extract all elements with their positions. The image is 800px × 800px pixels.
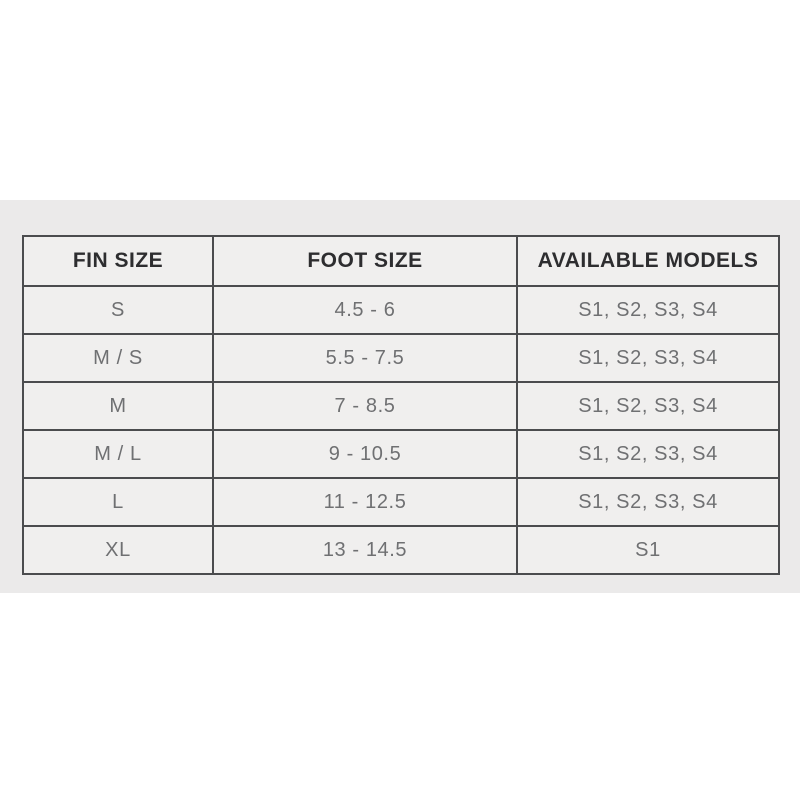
cell-available-models: S1 — [517, 526, 779, 574]
table-row — [23, 526, 779, 574]
size-chart-table — [22, 235, 780, 575]
cell-foot-size: 4.5 - 6 — [213, 286, 517, 334]
table-row — [23, 286, 779, 334]
cell-available-models: S1, S2, S3, S4 — [517, 334, 779, 382]
header-row — [23, 236, 779, 286]
cell-foot-size: 13 - 14.5 — [213, 526, 517, 574]
cell-fin-size: L — [23, 478, 213, 526]
cell-fin-size: S — [23, 286, 213, 334]
cell-fin-size: XL — [23, 526, 213, 574]
column-header-fin-size: FIN SIZE — [23, 236, 213, 286]
table-row — [23, 334, 779, 382]
cell-available-models: S1, S2, S3, S4 — [517, 382, 779, 430]
cell-fin-size: M — [23, 382, 213, 430]
cell-foot-size: 9 - 10.5 — [213, 430, 517, 478]
column-header-foot-size: FOOT SIZE — [213, 236, 517, 286]
table-row — [23, 430, 779, 478]
cell-fin-size: M / S — [23, 334, 213, 382]
cell-available-models: S1, S2, S3, S4 — [517, 478, 779, 526]
cell-foot-size: 11 - 12.5 — [213, 478, 517, 526]
table-row — [23, 478, 779, 526]
cell-foot-size: 5.5 - 7.5 — [213, 334, 517, 382]
cell-fin-size: M / L — [23, 430, 213, 478]
cell-available-models: S1, S2, S3, S4 — [517, 430, 779, 478]
column-header-available-models: AVAILABLE MODELS — [517, 236, 779, 286]
cell-available-models: S1, S2, S3, S4 — [517, 286, 779, 334]
cell-foot-size: 7 - 8.5 — [213, 382, 517, 430]
table-row — [23, 382, 779, 430]
